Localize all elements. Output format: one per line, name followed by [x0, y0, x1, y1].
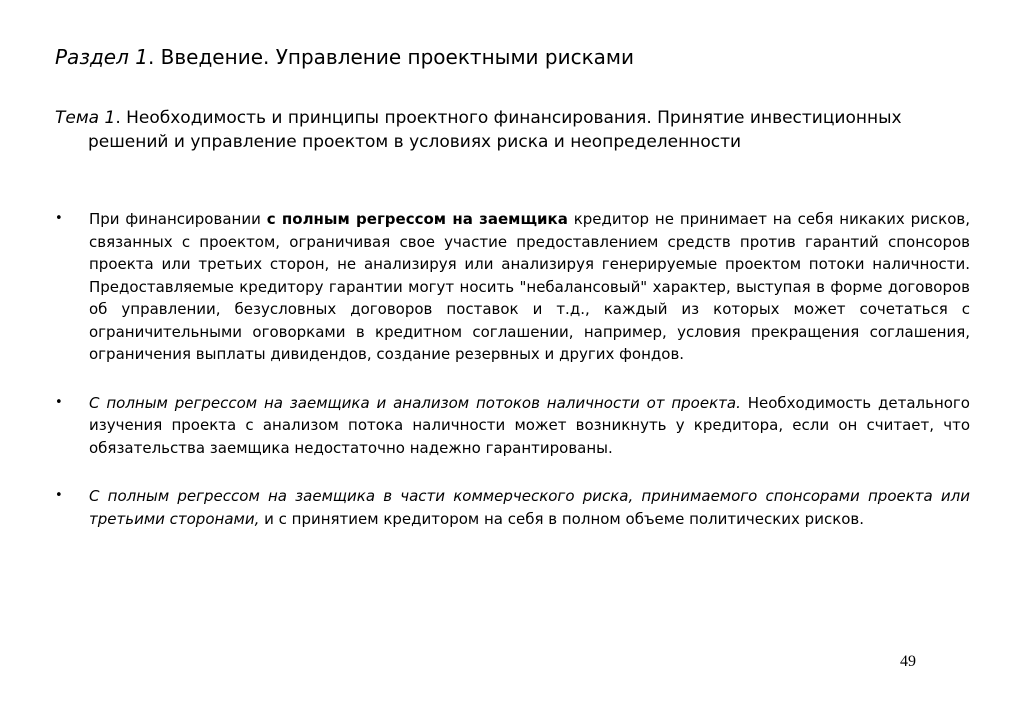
bullet-item-commercial-risk [55, 485, 970, 530]
bullet-marker: • [55, 488, 63, 503]
theme-heading [55, 106, 948, 154]
bullet-text: и с принятием кредитором на себя в полном объеме политических рисков. [259, 509, 865, 528]
bullet-text: Необходимость детального изучения проекта с анализом потока наличности может возникнуть у кредитора, если он считает, что обязательства заемщика недостаточно надежно гарантированы. [89, 393, 970, 457]
section-heading [55, 44, 634, 70]
bullet-item-full-recourse [55, 208, 970, 366]
bullet-lead: При финансировании [89, 210, 267, 228]
theme-prefix: Тема 1 [55, 108, 116, 128]
section-prefix: Раздел 1 [55, 45, 148, 69]
section-title: . Введение. Управление проектными рисками [147, 45, 634, 69]
bullet-list [55, 208, 970, 530]
bullet-emphasis: С полным регрессом на заемщика в части коммерческого риска, принимаемого спонсорами проекта или третьими сторонами, [89, 487, 970, 528]
bullet-marker: • [55, 394, 63, 410]
theme-title: . Необходимость и принципы проектного финансирования. Принятие инвестиционных решений и управление проектом в условиях риска и неопределенности [88, 108, 902, 152]
page-number: 49 [900, 653, 916, 670]
bullet-emphasis: С полным регрессом на заемщика и анализом потоков наличности от проекта. [89, 393, 741, 412]
bullet-text: кредитор не принимает на себя никаких рисков, связанных с проектом, ограничивая свое участие предоставлением средств против гарантий спонсоров проекта или третьих сторон, не анализируя или анализируя генерируемые проектом потоки наличности. Предоставляемые кредитору гарантии могут носить "небалансовый" характер, выступая в форме договоров об управлении, безусловных договоров поставок и т.д., каждый из которых может сочетаться с ограничительными оговорками в кредитном соглашении, например, условия прекращения соглашения, ограничения выплаты дивидендов, создание резервных и других фондов. [89, 210, 970, 363]
bullet-emphasis: с полным регрессом на заемщика [266, 210, 568, 228]
bullet-item-cashflow-analysis [55, 392, 970, 460]
bullet-marker: • [55, 211, 63, 226]
